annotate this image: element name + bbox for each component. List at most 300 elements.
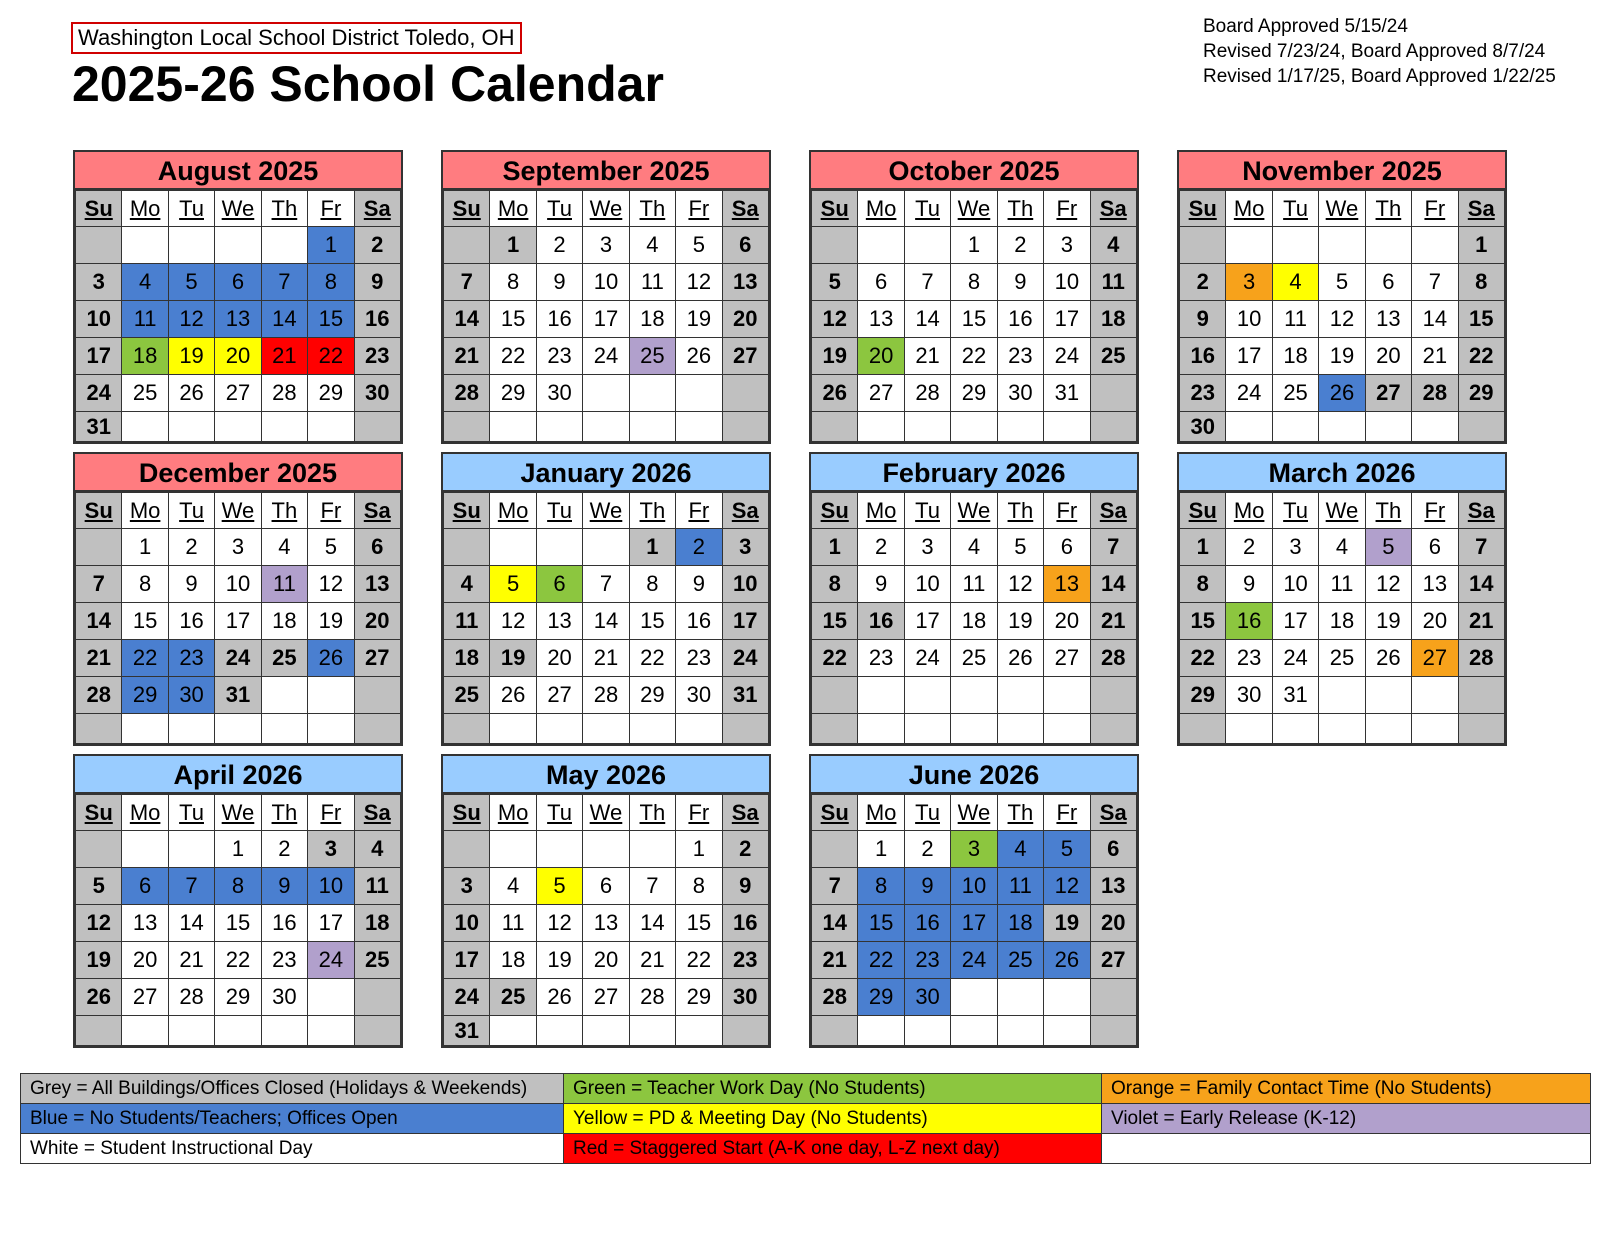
day-cell: 14 bbox=[904, 301, 950, 338]
weekday-header: Fr bbox=[676, 493, 722, 529]
empty-cell bbox=[1272, 412, 1318, 442]
empty-cell bbox=[261, 412, 307, 442]
weekday-header: Sa bbox=[1458, 191, 1504, 227]
day-cell: 13 bbox=[1090, 868, 1136, 905]
month-calendar bbox=[809, 754, 1139, 1048]
day-cell: 22 bbox=[122, 640, 168, 677]
day-cell: 26 bbox=[76, 979, 122, 1016]
day-cell: 11 bbox=[951, 566, 997, 603]
day-cell: 6 bbox=[215, 264, 261, 301]
day-cell: 9 bbox=[261, 868, 307, 905]
day-cell: 20 bbox=[722, 301, 768, 338]
day-cell: 18 bbox=[354, 905, 400, 942]
month-calendar bbox=[73, 754, 403, 1048]
day-cell: 10 bbox=[1272, 566, 1318, 603]
day-cell: 28 bbox=[261, 375, 307, 412]
empty-cell bbox=[490, 831, 536, 868]
empty-cell bbox=[812, 714, 858, 744]
empty-cell bbox=[997, 1016, 1043, 1046]
day-cell: 12 bbox=[1319, 301, 1365, 338]
day-cell: 1 bbox=[629, 529, 675, 566]
day-cell: 24 bbox=[1044, 338, 1090, 375]
empty-cell bbox=[904, 1016, 950, 1046]
day-cell: 22 bbox=[1180, 640, 1226, 677]
day-cell: 24 bbox=[951, 942, 997, 979]
day-cell: 30 bbox=[1180, 412, 1226, 442]
day-cell: 7 bbox=[1090, 529, 1136, 566]
empty-cell bbox=[215, 714, 261, 744]
day-cell: 7 bbox=[1458, 529, 1504, 566]
day-cell: 1 bbox=[951, 227, 997, 264]
day-cell: 2 bbox=[261, 831, 307, 868]
day-cell: 24 bbox=[583, 338, 629, 375]
empty-cell bbox=[1090, 714, 1136, 744]
month-title: December 2025 bbox=[75, 454, 401, 492]
weekday-header: Sa bbox=[354, 493, 400, 529]
weekday-header: Tu bbox=[536, 493, 582, 529]
empty-cell bbox=[490, 1016, 536, 1046]
empty-cell bbox=[76, 1016, 122, 1046]
day-cell: 16 bbox=[354, 301, 400, 338]
day-cell: 3 bbox=[583, 227, 629, 264]
day-cell: 4 bbox=[1090, 227, 1136, 264]
empty-cell bbox=[1272, 714, 1318, 744]
day-cell: 14 bbox=[76, 603, 122, 640]
day-cell: 1 bbox=[1180, 529, 1226, 566]
empty-cell bbox=[261, 1016, 307, 1046]
day-cell: 17 bbox=[904, 603, 950, 640]
day-cell: 29 bbox=[951, 375, 997, 412]
empty-cell bbox=[536, 831, 582, 868]
empty-cell bbox=[858, 714, 904, 744]
day-cell: 12 bbox=[812, 301, 858, 338]
day-cell: 2 bbox=[676, 529, 722, 566]
day-cell: 9 bbox=[1180, 301, 1226, 338]
empty-cell bbox=[1412, 677, 1458, 714]
color-legend bbox=[20, 1073, 1591, 1164]
day-cell: 17 bbox=[1272, 603, 1318, 640]
empty-cell bbox=[490, 412, 536, 442]
empty-cell bbox=[812, 412, 858, 442]
empty-cell bbox=[168, 227, 214, 264]
day-cell: 28 bbox=[1412, 375, 1458, 412]
day-cell: 1 bbox=[490, 227, 536, 264]
day-cell: 4 bbox=[997, 831, 1043, 868]
empty-cell bbox=[168, 412, 214, 442]
weekday-header: Su bbox=[76, 191, 122, 227]
empty-cell bbox=[536, 714, 582, 744]
day-cell: 16 bbox=[997, 301, 1043, 338]
day-cell: 1 bbox=[812, 529, 858, 566]
day-cell: 1 bbox=[122, 529, 168, 566]
day-cell: 19 bbox=[676, 301, 722, 338]
day-cell: 13 bbox=[1044, 566, 1090, 603]
day-cell: 18 bbox=[629, 301, 675, 338]
day-cell: 28 bbox=[904, 375, 950, 412]
day-cell: 20 bbox=[858, 338, 904, 375]
day-cell: 11 bbox=[354, 868, 400, 905]
empty-cell bbox=[444, 529, 490, 566]
empty-cell bbox=[583, 412, 629, 442]
month-title: June 2026 bbox=[811, 756, 1137, 794]
empty-cell bbox=[951, 1016, 997, 1046]
day-cell: 30 bbox=[676, 677, 722, 714]
empty-cell bbox=[858, 1016, 904, 1046]
day-cell: 12 bbox=[76, 905, 122, 942]
day-cell: 6 bbox=[354, 529, 400, 566]
day-cell: 26 bbox=[1044, 942, 1090, 979]
day-cell: 16 bbox=[536, 301, 582, 338]
day-cell: 12 bbox=[676, 264, 722, 301]
day-cell: 7 bbox=[583, 566, 629, 603]
day-cell: 2 bbox=[997, 227, 1043, 264]
day-cell: 3 bbox=[722, 529, 768, 566]
day-cell: 29 bbox=[1458, 375, 1504, 412]
weekday-header: Sa bbox=[1090, 795, 1136, 831]
weekday-header: Tu bbox=[168, 191, 214, 227]
day-cell: 27 bbox=[1044, 640, 1090, 677]
day-cell: 15 bbox=[951, 301, 997, 338]
day-cell: 26 bbox=[308, 640, 354, 677]
empty-cell bbox=[997, 677, 1043, 714]
day-cell: 19 bbox=[168, 338, 214, 375]
day-cell: 23 bbox=[261, 942, 307, 979]
day-cell: 4 bbox=[490, 868, 536, 905]
day-cell: 23 bbox=[354, 338, 400, 375]
empty-cell bbox=[444, 412, 490, 442]
empty-cell bbox=[1365, 714, 1411, 744]
day-cell: 26 bbox=[536, 979, 582, 1016]
day-cell: 20 bbox=[1090, 905, 1136, 942]
empty-cell bbox=[1319, 412, 1365, 442]
empty-cell bbox=[1412, 714, 1458, 744]
day-cell: 1 bbox=[858, 831, 904, 868]
day-cell: 1 bbox=[215, 831, 261, 868]
day-cell: 28 bbox=[812, 979, 858, 1016]
empty-cell bbox=[168, 831, 214, 868]
day-cell: 23 bbox=[168, 640, 214, 677]
empty-cell bbox=[1044, 1016, 1090, 1046]
empty-cell bbox=[168, 714, 214, 744]
day-cell: 18 bbox=[951, 603, 997, 640]
day-cell: 27 bbox=[722, 338, 768, 375]
day-cell: 5 bbox=[1365, 529, 1411, 566]
day-cell: 25 bbox=[1090, 338, 1136, 375]
day-cell: 11 bbox=[1319, 566, 1365, 603]
empty-cell bbox=[308, 714, 354, 744]
empty-cell bbox=[354, 979, 400, 1016]
weekday-header: Sa bbox=[1458, 493, 1504, 529]
day-cell: 29 bbox=[629, 677, 675, 714]
empty-cell bbox=[722, 375, 768, 412]
weekday-header: Tu bbox=[168, 493, 214, 529]
empty-cell bbox=[490, 714, 536, 744]
day-cell: 27 bbox=[536, 677, 582, 714]
day-cell: 25 bbox=[1319, 640, 1365, 677]
day-cell: 26 bbox=[490, 677, 536, 714]
day-cell: 15 bbox=[490, 301, 536, 338]
empty-cell bbox=[1226, 227, 1272, 264]
day-cell: 30 bbox=[168, 677, 214, 714]
legend-item: Yellow = PD & Meeting Day (No Students) bbox=[564, 1104, 1102, 1134]
empty-cell bbox=[122, 714, 168, 744]
weekday-header: Tu bbox=[1272, 493, 1318, 529]
empty-cell bbox=[308, 412, 354, 442]
day-cell: 2 bbox=[722, 831, 768, 868]
empty-cell bbox=[168, 1016, 214, 1046]
month-title: August 2025 bbox=[75, 152, 401, 190]
weekday-header: Fr bbox=[308, 191, 354, 227]
weekday-header: Mo bbox=[122, 795, 168, 831]
empty-cell bbox=[1365, 677, 1411, 714]
day-cell: 5 bbox=[997, 529, 1043, 566]
day-cell: 20 bbox=[1365, 338, 1411, 375]
empty-cell bbox=[951, 677, 997, 714]
day-cell: 21 bbox=[444, 338, 490, 375]
day-cell: 21 bbox=[1412, 338, 1458, 375]
day-cell: 24 bbox=[904, 640, 950, 677]
day-cell: 21 bbox=[1458, 603, 1504, 640]
day-cell: 1 bbox=[676, 831, 722, 868]
day-cell: 1 bbox=[1458, 227, 1504, 264]
day-cell: 25 bbox=[444, 677, 490, 714]
day-cell: 22 bbox=[676, 942, 722, 979]
day-cell: 25 bbox=[629, 338, 675, 375]
day-cell: 6 bbox=[1044, 529, 1090, 566]
day-cell: 4 bbox=[1319, 529, 1365, 566]
empty-cell bbox=[76, 227, 122, 264]
weekday-header: Su bbox=[76, 493, 122, 529]
day-cell: 2 bbox=[1180, 264, 1226, 301]
day-cell: 4 bbox=[951, 529, 997, 566]
day-cell: 16 bbox=[1180, 338, 1226, 375]
day-cell: 8 bbox=[676, 868, 722, 905]
day-cell: 11 bbox=[1090, 264, 1136, 301]
day-cell: 20 bbox=[536, 640, 582, 677]
weekday-header: Fr bbox=[1044, 795, 1090, 831]
day-cell: 13 bbox=[722, 264, 768, 301]
empty-cell bbox=[904, 677, 950, 714]
day-cell: 9 bbox=[997, 264, 1043, 301]
day-cell: 26 bbox=[168, 375, 214, 412]
empty-cell bbox=[951, 979, 997, 1016]
weekday-header: Mo bbox=[122, 191, 168, 227]
day-cell: 24 bbox=[444, 979, 490, 1016]
empty-cell bbox=[354, 412, 400, 442]
month-title: October 2025 bbox=[811, 152, 1137, 190]
weekday-header: Mo bbox=[122, 493, 168, 529]
district-name: Washington Local School District Toledo, OH bbox=[71, 22, 522, 54]
day-cell: 17 bbox=[215, 603, 261, 640]
weekday-header: Fr bbox=[308, 795, 354, 831]
weekday-header: We bbox=[215, 191, 261, 227]
empty-cell bbox=[629, 831, 675, 868]
weekday-header: Th bbox=[997, 493, 1043, 529]
day-cell: 19 bbox=[308, 603, 354, 640]
weekday-header: Su bbox=[444, 795, 490, 831]
approval-line: Board Approved 5/15/24 bbox=[1203, 16, 1408, 37]
empty-cell bbox=[1180, 714, 1226, 744]
day-cell: 23 bbox=[904, 942, 950, 979]
day-cell: 18 bbox=[444, 640, 490, 677]
day-cell: 30 bbox=[722, 979, 768, 1016]
day-cell: 7 bbox=[261, 264, 307, 301]
day-cell: 19 bbox=[1365, 603, 1411, 640]
empty-cell bbox=[583, 831, 629, 868]
day-cell: 14 bbox=[583, 603, 629, 640]
day-cell: 5 bbox=[490, 566, 536, 603]
weekday-header: Mo bbox=[858, 493, 904, 529]
day-cell: 14 bbox=[812, 905, 858, 942]
day-cell: 24 bbox=[308, 942, 354, 979]
day-cell: 13 bbox=[122, 905, 168, 942]
day-cell: 12 bbox=[1365, 566, 1411, 603]
day-cell: 10 bbox=[904, 566, 950, 603]
weekday-header: Sa bbox=[722, 191, 768, 227]
day-cell: 3 bbox=[308, 831, 354, 868]
empty-cell bbox=[1365, 412, 1411, 442]
legend-item: Blue = No Students/Teachers; Offices Open bbox=[21, 1104, 564, 1134]
weekday-header: Th bbox=[261, 493, 307, 529]
empty-cell bbox=[76, 831, 122, 868]
empty-cell bbox=[122, 412, 168, 442]
empty-cell bbox=[1412, 227, 1458, 264]
day-cell: 3 bbox=[215, 529, 261, 566]
day-cell: 21 bbox=[168, 942, 214, 979]
empty-cell bbox=[536, 412, 582, 442]
weekday-header: We bbox=[215, 493, 261, 529]
weekday-header: We bbox=[951, 493, 997, 529]
weekday-header: Fr bbox=[1044, 493, 1090, 529]
empty-cell bbox=[812, 677, 858, 714]
day-cell: 11 bbox=[490, 905, 536, 942]
day-cell: 12 bbox=[308, 566, 354, 603]
day-cell: 7 bbox=[168, 868, 214, 905]
empty-cell bbox=[122, 227, 168, 264]
empty-cell bbox=[676, 714, 722, 744]
empty-cell bbox=[444, 831, 490, 868]
weekday-header: Sa bbox=[722, 493, 768, 529]
empty-cell bbox=[951, 714, 997, 744]
day-cell: 22 bbox=[308, 338, 354, 375]
day-cell: 31 bbox=[444, 1016, 490, 1046]
day-cell: 9 bbox=[676, 566, 722, 603]
day-cell: 9 bbox=[1226, 566, 1272, 603]
weekday-header: Su bbox=[76, 795, 122, 831]
day-cell: 8 bbox=[1458, 264, 1504, 301]
weekday-header: We bbox=[583, 191, 629, 227]
day-cell: 10 bbox=[215, 566, 261, 603]
day-cell: 29 bbox=[308, 375, 354, 412]
day-cell: 28 bbox=[76, 677, 122, 714]
day-cell: 15 bbox=[676, 905, 722, 942]
day-cell: 25 bbox=[122, 375, 168, 412]
empty-cell bbox=[490, 529, 536, 566]
empty-cell bbox=[812, 831, 858, 868]
day-cell: 17 bbox=[722, 603, 768, 640]
day-cell: 21 bbox=[904, 338, 950, 375]
day-cell: 27 bbox=[1090, 942, 1136, 979]
empty-cell bbox=[1319, 227, 1365, 264]
empty-cell bbox=[215, 412, 261, 442]
weekday-header: Fr bbox=[1412, 493, 1458, 529]
empty-cell bbox=[536, 1016, 582, 1046]
empty-cell bbox=[1090, 375, 1136, 412]
day-cell: 21 bbox=[76, 640, 122, 677]
day-cell: 19 bbox=[997, 603, 1043, 640]
day-cell: 6 bbox=[858, 264, 904, 301]
month-title: February 2026 bbox=[811, 454, 1137, 492]
empty-cell bbox=[308, 979, 354, 1016]
weekday-header: Tu bbox=[536, 795, 582, 831]
empty-cell bbox=[951, 412, 997, 442]
day-cell: 4 bbox=[1272, 264, 1318, 301]
day-cell: 10 bbox=[722, 566, 768, 603]
day-cell: 12 bbox=[997, 566, 1043, 603]
day-cell: 30 bbox=[261, 979, 307, 1016]
day-cell: 23 bbox=[1226, 640, 1272, 677]
weekday-header: Su bbox=[812, 795, 858, 831]
legend-item: Violet = Early Release (K-12) bbox=[1102, 1104, 1591, 1134]
day-cell: 5 bbox=[676, 227, 722, 264]
day-cell: 24 bbox=[722, 640, 768, 677]
day-cell: 3 bbox=[1272, 529, 1318, 566]
day-cell: 6 bbox=[122, 868, 168, 905]
day-cell: 18 bbox=[122, 338, 168, 375]
day-cell: 15 bbox=[1458, 301, 1504, 338]
weekday-header: Th bbox=[997, 191, 1043, 227]
day-cell: 9 bbox=[858, 566, 904, 603]
day-cell: 12 bbox=[536, 905, 582, 942]
day-cell: 22 bbox=[629, 640, 675, 677]
day-cell: 21 bbox=[583, 640, 629, 677]
month-calendar bbox=[441, 754, 771, 1048]
day-cell: 3 bbox=[951, 831, 997, 868]
day-cell: 5 bbox=[812, 264, 858, 301]
day-cell: 18 bbox=[997, 905, 1043, 942]
day-cell: 26 bbox=[1319, 375, 1365, 412]
empty-cell bbox=[858, 412, 904, 442]
day-cell: 23 bbox=[1180, 375, 1226, 412]
day-cell: 25 bbox=[1272, 375, 1318, 412]
month-title: November 2025 bbox=[1179, 152, 1505, 190]
approval-notes bbox=[1203, 14, 1556, 89]
day-cell: 27 bbox=[122, 979, 168, 1016]
day-cell: 3 bbox=[904, 529, 950, 566]
month-calendar bbox=[441, 150, 771, 444]
day-cell: 11 bbox=[629, 264, 675, 301]
day-cell: 25 bbox=[354, 942, 400, 979]
empty-cell bbox=[997, 714, 1043, 744]
empty-cell bbox=[76, 714, 122, 744]
day-cell: 14 bbox=[444, 301, 490, 338]
day-cell: 14 bbox=[1458, 566, 1504, 603]
empty-cell bbox=[1090, 1016, 1136, 1046]
day-cell: 28 bbox=[583, 677, 629, 714]
weekday-header: Mo bbox=[1226, 493, 1272, 529]
empty-cell bbox=[122, 1016, 168, 1046]
empty-cell bbox=[76, 529, 122, 566]
weekday-header: Sa bbox=[722, 795, 768, 831]
day-cell: 10 bbox=[76, 301, 122, 338]
day-cell: 17 bbox=[76, 338, 122, 375]
day-cell: 17 bbox=[951, 905, 997, 942]
day-cell: 4 bbox=[629, 227, 675, 264]
day-cell: 13 bbox=[858, 301, 904, 338]
day-cell: 7 bbox=[1412, 264, 1458, 301]
empty-cell bbox=[308, 1016, 354, 1046]
day-cell: 21 bbox=[261, 338, 307, 375]
